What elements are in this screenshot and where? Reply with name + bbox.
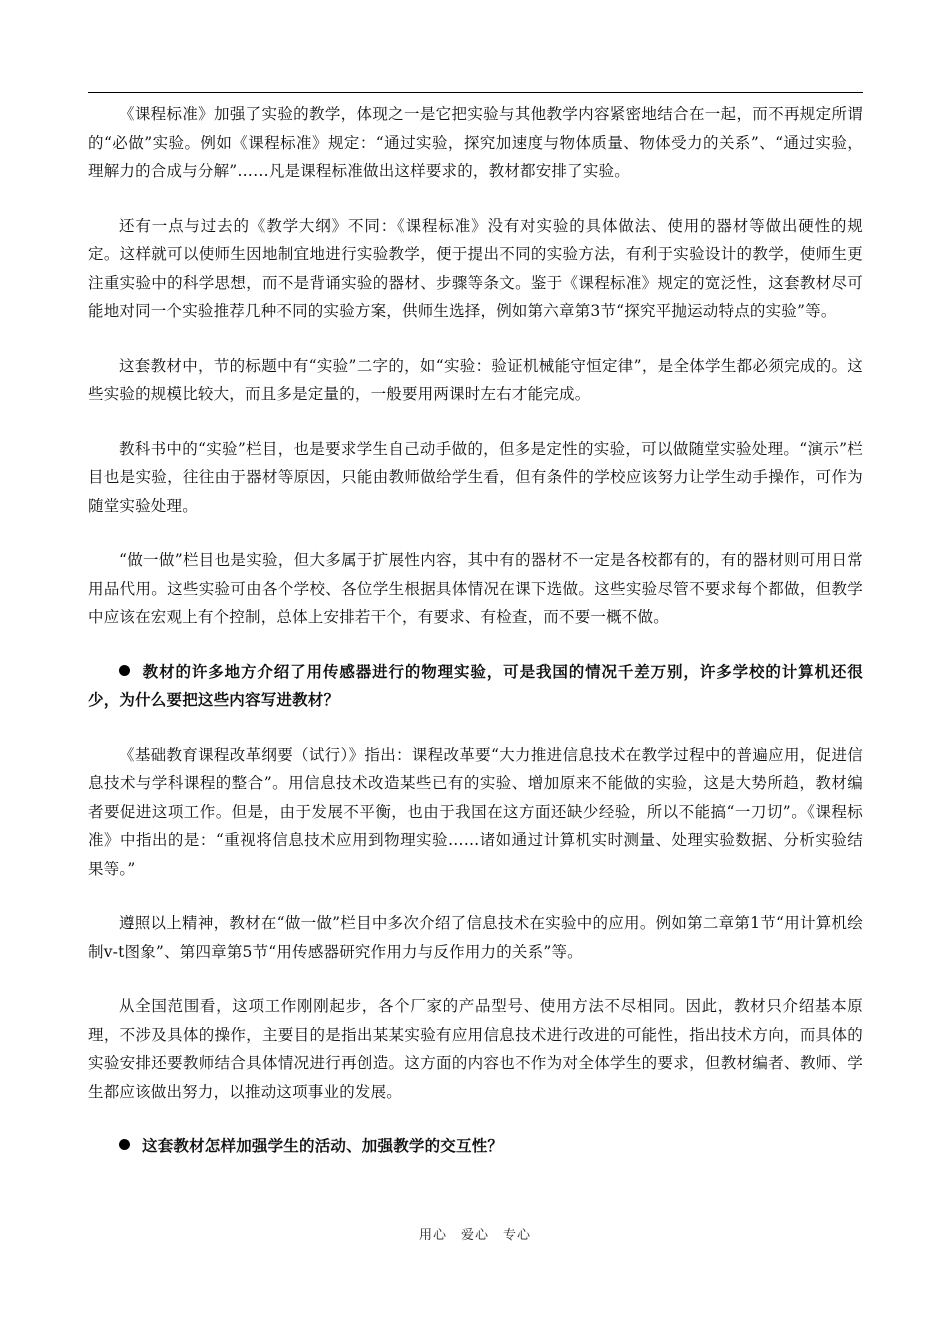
- bullet-icon: [119, 1139, 130, 1150]
- paragraph: 从全国范围看，这项工作刚刚起步，各个厂家的产品型号、使用方法不尽相同。因此，教材只介绍基本原理，不涉及具体的操作，主要目的是指出某某实验有应用信息技术进行改进的可能性，指出技术方向，而具体的实验安排还要教师结合具体情况进行再创造。这方面的内容也不作为对全体学生的要求，但教材编者、教师、学生都应该做出努力，以推动这项事业的发展。: [88, 997, 863, 1101]
- paragraph: 遵照以上精神，教材在“做一做”栏目中多次介绍了信息技术在实验中的应用。例如第二章第1节“用计算机绘制v-t图象”、第四章第5节“用传感器研究作用力与反作用力的关系”等。: [88, 914, 863, 961]
- document-body: [88, 100, 863, 1187]
- question-heading: [88, 1132, 863, 1161]
- paragraph: 还有一点与过去的《教学大纲》不同：《课程标准》没有对实验的具体做法、使用的器材等做出硬性的规定。这样就可以使师生因地制宜地进行实验教学，便于提出不同的实验方法，有利于实验设计的教学，使师生更注重实验中的科学思想，而不是背诵实验的器材、步骤等条文。鉴于《课程标准》规定的宽泛性，这套教材尽可能地对同一个实验推荐几种不同的实验方案，供师生选择，例如第六章第3节“探究平抛运动特点的实验”等。: [88, 216, 863, 320]
- paragraph: 《课程标准》加强了实验的教学，体现之一是它把实验与其他教学内容紧密地结合在一起，而不再规定所谓的“必做”实验。例如《课程标准》规定：“通过实验，探究加速度与物体质量、物体受力的关系”、“通过实验，理解力的合成与分解”……凡是课程标准做出这样要求的，教材都安排了实验。: [88, 105, 863, 180]
- paragraph: 这套教材中，节的标题中有“实验”二字的，如“实验：验证机械能守恒定律”，是全体学生都必须完成的。这些实验的规模比较大，而且多是定量的，一般要用两课时左右才能完成。: [88, 356, 863, 403]
- bullet-icon: [119, 665, 130, 676]
- question-text: 这套教材怎样加强学生的活动、加强教学的交互性？: [142, 1136, 504, 1155]
- question-text: 教材的许多地方介绍了用传感器进行的物理实验，可是我国的情况千差万别，许多学校的计算机还很少，为什么要把这些内容写进教材？: [88, 661, 863, 709]
- page-footer: 用心 爱心 专心: [418, 1228, 531, 1243]
- header-rule: [88, 92, 863, 93]
- paragraph: 教科书中的“实验”栏目，也是要求学生自己动手做的，但多是定性的实验，可以做随堂实验处理。“演示”栏目也是实验，往往由于器材等原因，只能由教师做给学生看，但有条件的学校应该努力让学生动手操作，可作为随堂实验处理。: [88, 439, 863, 515]
- paragraph: 《基础教育课程改革纲要（试行）》指出：课程改革要“大力推进信息技术在教学过程中的普遍应用，促进信息技术与学科课程的整合”。用信息技术改造某些已有的实验、增加原来不能做的实验，这是大势所趋，教材编者要促进这项工作。但是，由于发展不平衡，也由于我国在这方面还缺少经验，所以不能搞“一刀切”。《课程标准》中指出的是：“重视将信息技术应用到物理实验……诸如通过计算机实时测量、处理实验数据、分析实验结果等。”: [88, 745, 863, 878]
- paragraph: “做一做”栏目也是实验，但大多属于扩展性内容，其中有的器材不一定是各校都有的，有的器材则可用日常用品代用。这些实验可由各个学校、各位学生根据具体情况在课下选做。这些实验尽管不要求每个都做，但教学中应该在宏观上有个控制，总体上安排若干个，有要求、有检查，而不要一概不做。: [88, 551, 863, 626]
- question-heading: [88, 658, 863, 715]
